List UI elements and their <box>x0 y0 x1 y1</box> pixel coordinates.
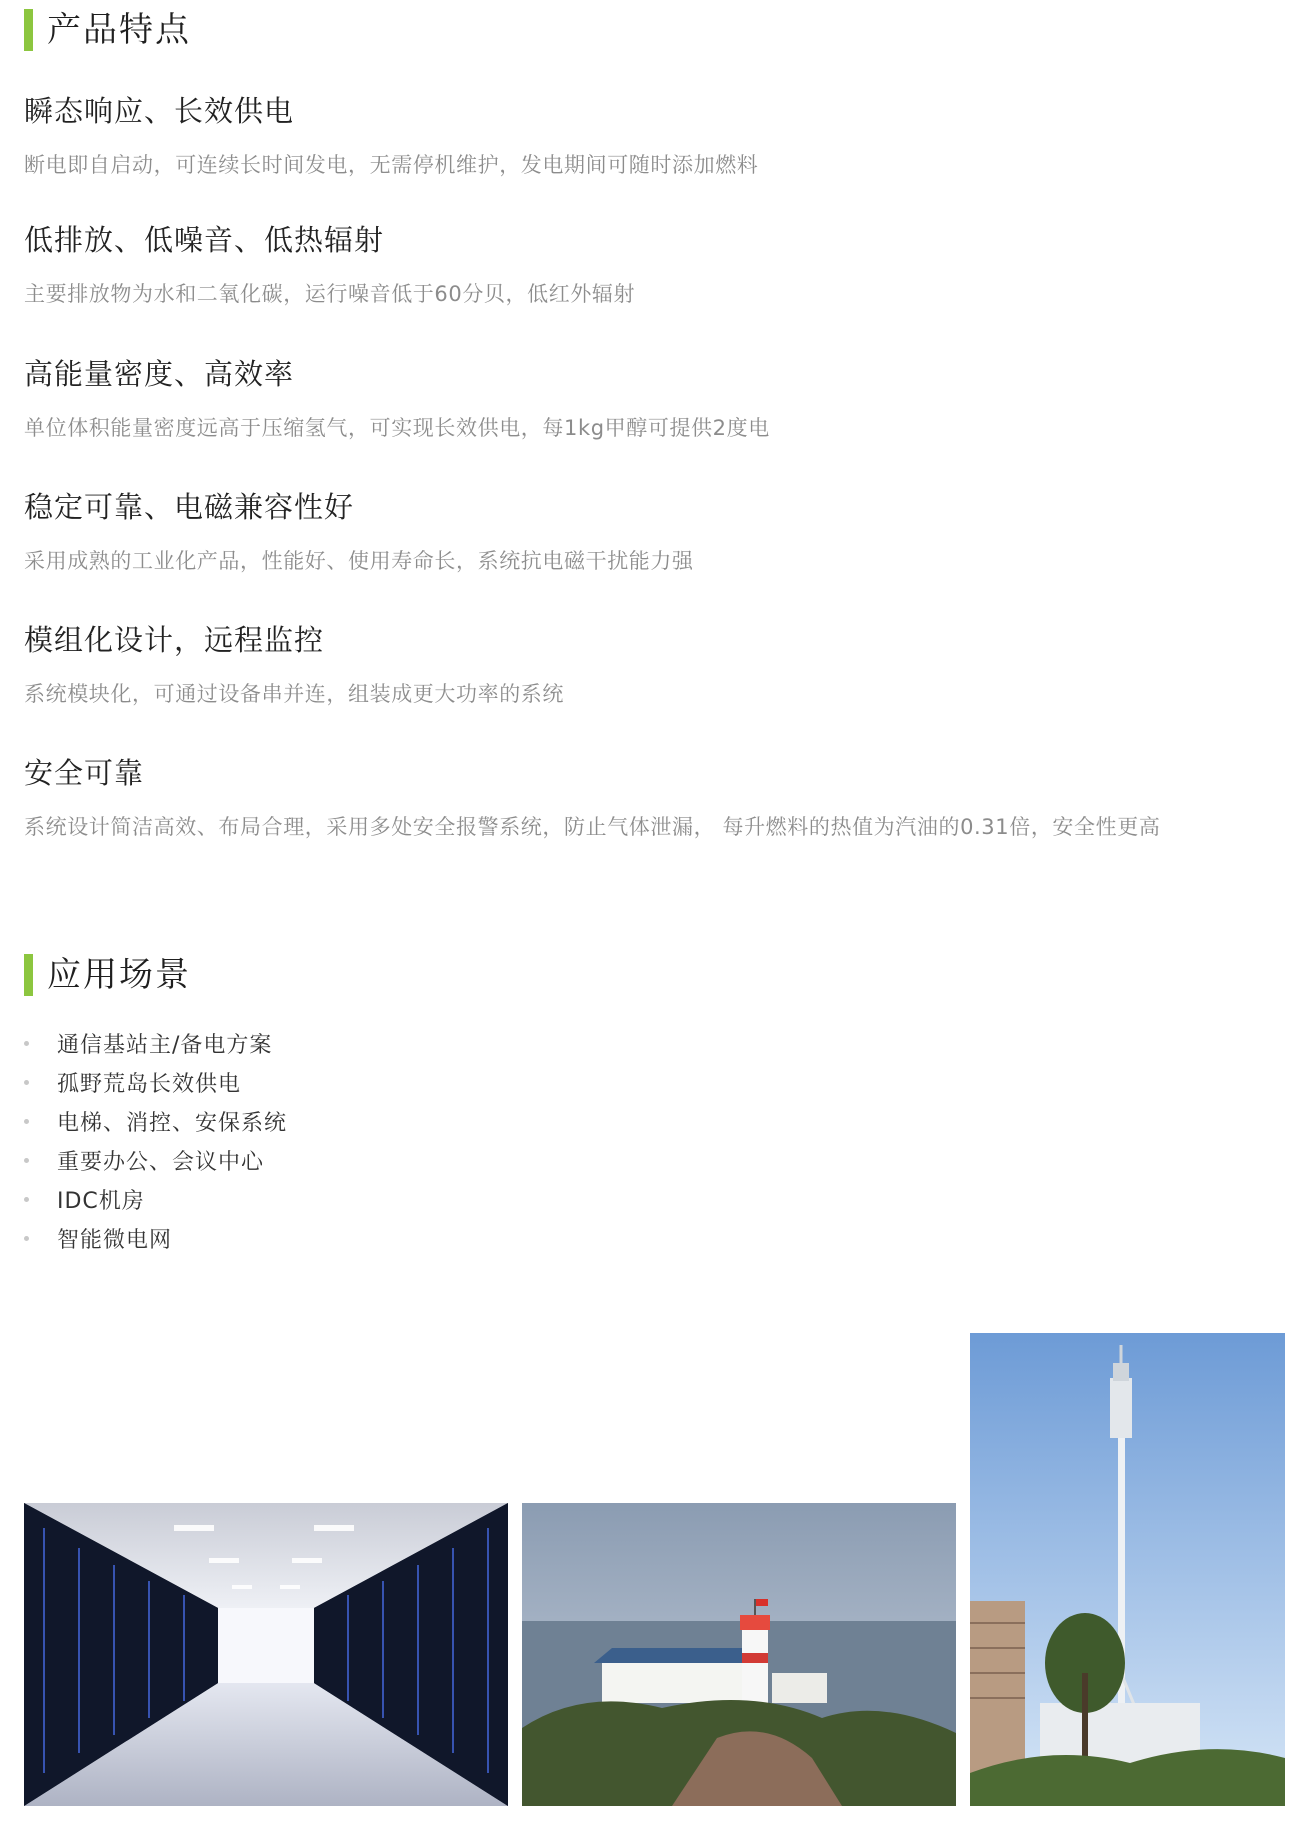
feature-title: 稳定可靠、电磁兼容性好 <box>24 490 355 524</box>
island-lighthouse-photo <box>522 1503 956 1806</box>
bullet-dot-icon <box>24 1197 29 1202</box>
list-item-label: 孤野荒岛长效供电 <box>57 1072 242 1097</box>
feature-description: 采用成熟的工业化产品，性能好、使用寿命长，系统抗电磁干扰能力强 <box>24 549 694 573</box>
list-item <box>24 1063 287 1102</box>
feature-description: 系统设计简洁高效、布局合理，采用多处安全报警系统，防止气体泄漏， 每升燃料的热值为汽油的0.31倍，安全性更高 <box>24 815 1161 839</box>
telecom-tower-photo <box>970 1333 1285 1806</box>
features-section-title: 产品特点 <box>47 10 191 50</box>
feature-item-safety <box>24 755 1286 847</box>
feature-description: 主要排放物为水和二氧化碳，运行噪音低于60分贝，低红外辐射 <box>24 282 636 306</box>
applications-section-header <box>24 953 191 997</box>
bullet-dot-icon <box>24 1119 29 1124</box>
feature-description: 断电即自启动，可连续长时间发电，无需停机维护，发电期间可随时添加燃料 <box>24 153 759 177</box>
feature-title: 安全可靠 <box>24 756 145 790</box>
feature-item-reliability <box>24 489 1286 581</box>
list-item-label: 智能微电网 <box>57 1228 173 1253</box>
applications-list <box>24 1024 287 1258</box>
list-item <box>24 1219 287 1258</box>
list-item <box>24 1102 287 1141</box>
feature-title: 模组化设计，远程监控 <box>24 623 325 657</box>
list-item-label: IDC机房 <box>57 1189 145 1214</box>
feature-title: 瞬态响应、长效供电 <box>24 94 295 128</box>
list-item <box>24 1141 287 1180</box>
features-section-header <box>24 8 191 52</box>
applications-section-title: 应用场景 <box>47 955 191 995</box>
list-item <box>24 1024 287 1063</box>
bullet-dot-icon <box>24 1158 29 1163</box>
list-item-label: 通信基站主/备电方案 <box>57 1033 273 1058</box>
section-accent-bar <box>24 954 33 996</box>
section-accent-bar <box>24 9 33 51</box>
feature-description: 系统模块化，可通过设备串并连，组装成更大功率的系统 <box>24 682 564 706</box>
feature-item-emission <box>24 222 1286 314</box>
data-center-photo <box>24 1503 508 1806</box>
feature-title: 低排放、低噪音、低热辐射 <box>24 223 385 257</box>
list-item-label: 重要办公、会议中心 <box>57 1150 265 1175</box>
bullet-dot-icon <box>24 1041 29 1046</box>
list-item-label: 电梯、消控、安保系统 <box>57 1111 288 1136</box>
feature-item-modular <box>24 622 1286 714</box>
bullet-dot-icon <box>24 1236 29 1241</box>
feature-title: 高能量密度、高效率 <box>24 357 295 391</box>
bullet-dot-icon <box>24 1080 29 1085</box>
feature-item-response <box>24 93 1286 185</box>
feature-item-energy-density <box>24 356 1286 448</box>
feature-description: 单位体积能量密度远高于压缩氢气，可实现长效供电，每1kg甲醇可提供2度电 <box>24 416 770 440</box>
list-item <box>24 1180 287 1219</box>
